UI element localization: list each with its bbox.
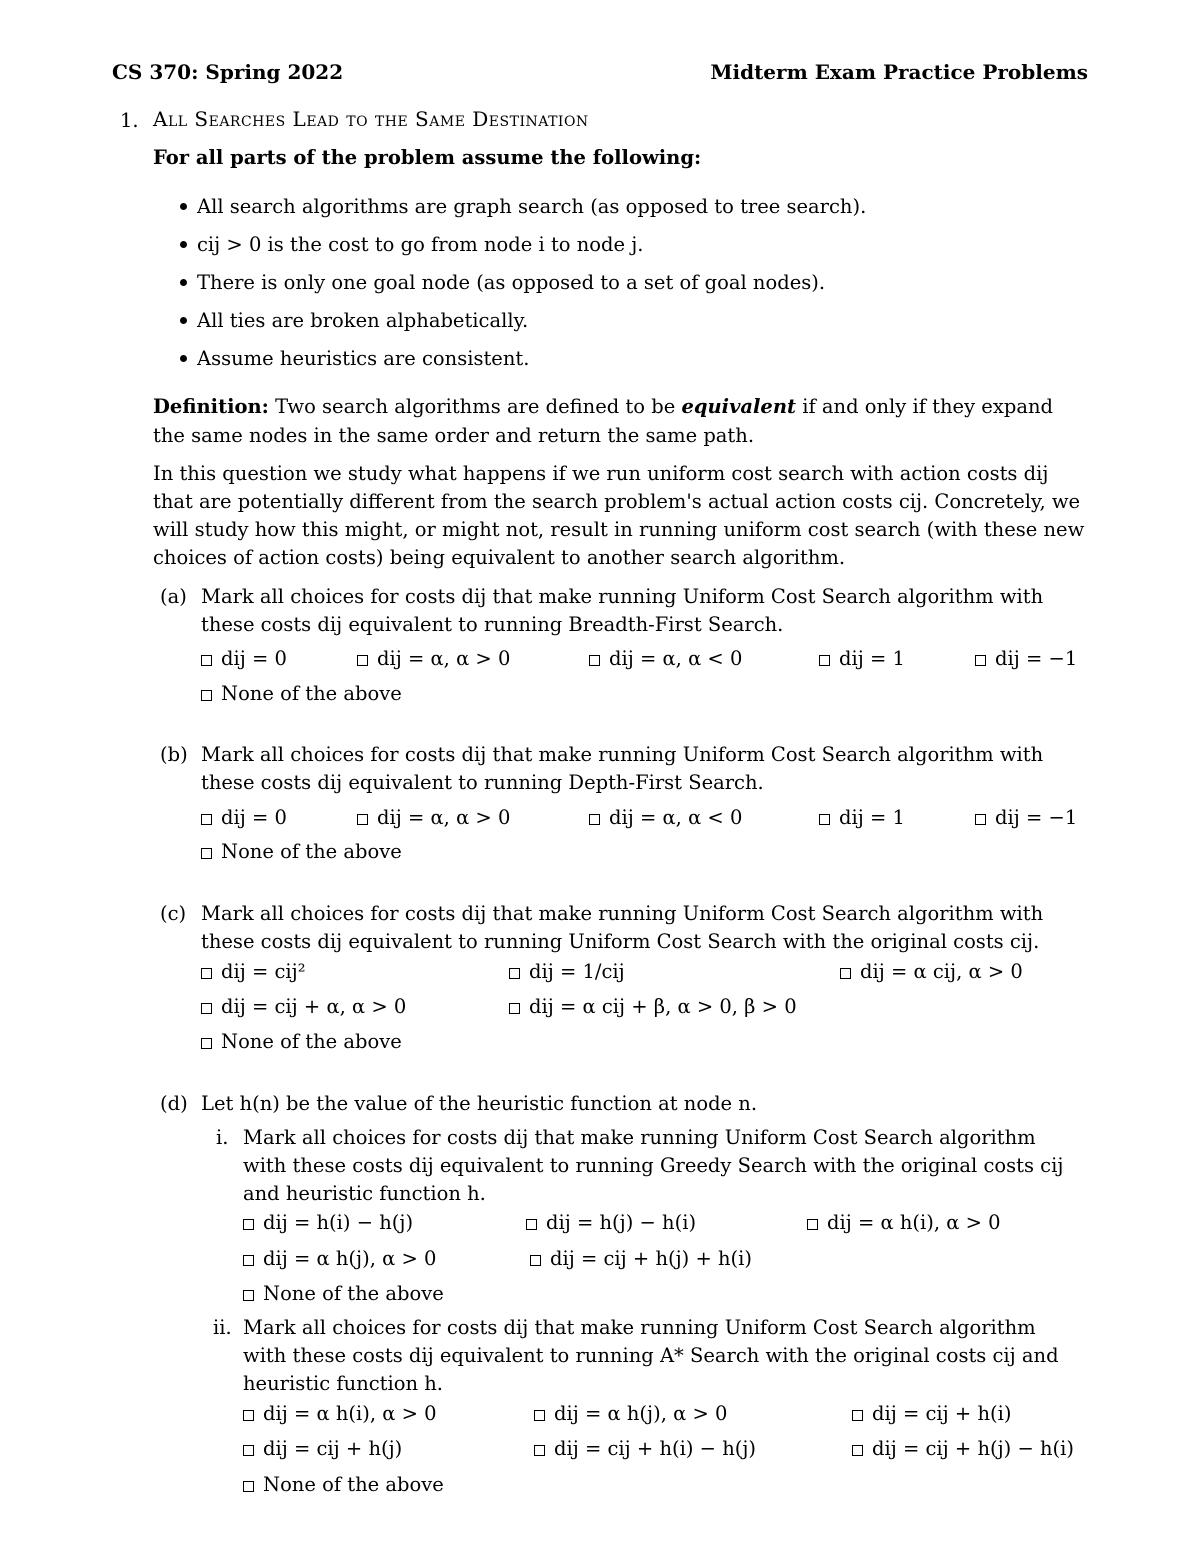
option-checkbox[interactable]: dij = cij + h(j) [243,1439,402,1459]
option-checkbox[interactable]: dij = cij² [201,962,306,982]
option-checkbox[interactable]: dij = α, α < 0 [589,808,742,828]
option-checkbox[interactable]: dij = α, α > 0 [357,649,510,669]
option-none[interactable]: None of the above [201,842,402,862]
checkbox-icon[interactable] [534,1445,545,1456]
part-c-line1: Mark all choices for costs dij that make running Uniform Cost Search algorithm with [201,902,1044,925]
bullet-icon [180,355,187,362]
option-checkbox[interactable]: dij = 0 [201,649,287,669]
checkbox-icon[interactable] [975,814,986,825]
checkbox-icon[interactable] [975,655,986,666]
checkbox-icon[interactable] [840,968,851,979]
part-d-intro: Let h(n) be the value of the heuristic function at node n. [201,1092,758,1115]
checkbox-icon[interactable] [357,814,368,825]
option-none[interactable]: None of the above [201,684,402,704]
checkbox-icon[interactable] [819,814,830,825]
option-checkbox[interactable]: dij = 0 [201,808,287,828]
checkbox-icon[interactable] [201,848,212,859]
exam-title: Midterm Exam Practice Problems [710,60,1088,84]
option-checkbox[interactable]: dij = 1/cij [509,962,625,982]
bullet-icon [180,317,187,324]
part-d-i-line1: Mark all choices for costs dij that make running Uniform Cost Search algorithm [243,1126,1036,1149]
checkbox-icon[interactable] [201,655,212,666]
option-checkbox[interactable]: dij = α, α < 0 [589,649,742,669]
definition: Definition: Two search algorithms are defined to be equivalent if and only if they expand [153,395,1053,418]
bullet-icon [180,241,187,248]
checkbox-icon[interactable] [530,1255,541,1266]
option-checkbox[interactable]: dij = 1 [819,649,905,669]
part-d-i-line3: and heuristic function h. [243,1182,486,1205]
part-d-ii-label: ii. [213,1316,232,1339]
checkbox-icon[interactable] [243,1219,254,1230]
part-a-label: (a) [160,585,187,608]
option-none[interactable]: None of the above [201,1032,402,1052]
option-checkbox[interactable]: dij = cij + h(j) − h(i) [852,1439,1074,1459]
part-b-line2: these costs dij equivalent to running Depth-First Search. [201,771,764,794]
part-b-label: (b) [160,743,188,766]
option-checkbox[interactable]: dij = cij + h(j) + h(i) [530,1249,752,1269]
option-none[interactable]: None of the above [243,1284,444,1304]
checkbox-icon[interactable] [589,655,600,666]
option-checkbox[interactable]: dij = h(i) − h(j) [243,1213,413,1233]
bullet-icon [180,279,187,286]
checkbox-icon[interactable] [589,814,600,825]
option-none[interactable]: None of the above [243,1475,444,1495]
course-header: CS 370: Spring 2022 [112,60,344,84]
definition-line-2: the same nodes in the same order and return the same path. [153,424,755,447]
option-checkbox[interactable]: dij = cij + h(i) − h(j) [534,1439,756,1459]
list-item: All ties are broken alphabetically. [180,311,528,331]
intro-line: choices of action costs) being equivalent to another search algorithm. [153,546,846,569]
intro-line: In this question we study what happens if we run uniform cost search with action costs dij [153,462,1049,485]
checkbox-icon[interactable] [201,1003,212,1014]
list-item: All search algorithms are graph search (as opposed to tree search). [180,197,866,217]
checkbox-icon[interactable] [852,1410,863,1421]
part-b-line1: Mark all choices for costs dij that make running Uniform Cost Search algorithm with [201,743,1044,766]
assume-heading: For all parts of the problem assume the following: [153,146,702,169]
option-checkbox[interactable]: dij = 1 [819,808,905,828]
checkbox-icon[interactable] [243,1290,254,1301]
checkbox-icon[interactable] [852,1445,863,1456]
part-c-line2: these costs dij equivalent to running Uniform Cost Search with the original costs cij. [201,930,1040,953]
list-item: Assume heuristics are consistent. [180,349,529,369]
option-checkbox[interactable]: dij = cij + h(i) [852,1404,1011,1424]
problem-number: 1. [120,109,139,132]
checkbox-icon[interactable] [243,1255,254,1266]
checkbox-icon[interactable] [201,968,212,979]
option-checkbox[interactable]: dij = α h(i), α > 0 [243,1404,437,1424]
part-d-ii-line1: Mark all choices for costs dij that make running Uniform Cost Search algorithm [243,1316,1036,1339]
intro-line: that are potentially different from the search problem's actual action costs cij. Concretely, we [153,490,1081,513]
option-checkbox[interactable]: dij = −1 [975,649,1077,669]
option-checkbox[interactable]: dij = α h(j), α > 0 [243,1249,436,1269]
problem-title: All Searches Lead to the Same Destination [153,107,589,131]
checkbox-icon[interactable] [201,690,212,701]
part-d-i-label: i. [216,1126,229,1149]
part-a-line2: these costs dij equivalent to running Breadth-First Search. [201,613,784,636]
checkbox-icon[interactable] [807,1219,818,1230]
part-d-ii-line3: heuristic function h. [243,1372,443,1395]
list-item: There is only one goal node (as opposed to a set of goal nodes). [180,273,825,293]
checkbox-icon[interactable] [819,655,830,666]
intro-line: will study how this might, or might not, result in running uniform cost search (with these new [153,518,1085,541]
checkbox-icon[interactable] [357,655,368,666]
checkbox-icon[interactable] [201,1038,212,1049]
checkbox-icon[interactable] [509,968,520,979]
option-checkbox[interactable]: dij = α cij, α > 0 [840,962,1023,982]
checkbox-icon[interactable] [509,1003,520,1014]
option-checkbox[interactable]: dij = α cij + β, α > 0, β > 0 [509,997,797,1017]
part-c-label: (c) [160,902,187,925]
bullet-icon [180,203,187,210]
list-item: cij > 0 is the cost to go from node i to node j. [180,235,643,255]
option-checkbox[interactable]: dij = −1 [975,808,1077,828]
checkbox-icon[interactable] [534,1410,545,1421]
option-checkbox[interactable]: dij = cij + α, α > 0 [201,997,406,1017]
checkbox-icon[interactable] [201,814,212,825]
checkbox-icon[interactable] [243,1410,254,1421]
part-d-label: (d) [160,1092,188,1115]
checkbox-icon[interactable] [243,1481,254,1492]
option-checkbox[interactable]: dij = α h(i), α > 0 [807,1213,1001,1233]
option-checkbox[interactable]: dij = α, α > 0 [357,808,510,828]
part-a-line1: Mark all choices for costs dij that make running Uniform Cost Search algorithm with [201,585,1044,608]
option-checkbox[interactable]: dij = h(j) − h(i) [526,1213,696,1233]
checkbox-icon[interactable] [243,1445,254,1456]
part-d-i-line2: with these costs dij equivalent to running Greedy Search with the original costs cij [243,1154,1064,1177]
checkbox-icon[interactable] [526,1219,537,1230]
option-checkbox[interactable]: dij = α h(j), α > 0 [534,1404,727,1424]
part-d-ii-line2: with these costs dij equivalent to running A* Search with the original costs cij and [243,1344,1059,1367]
